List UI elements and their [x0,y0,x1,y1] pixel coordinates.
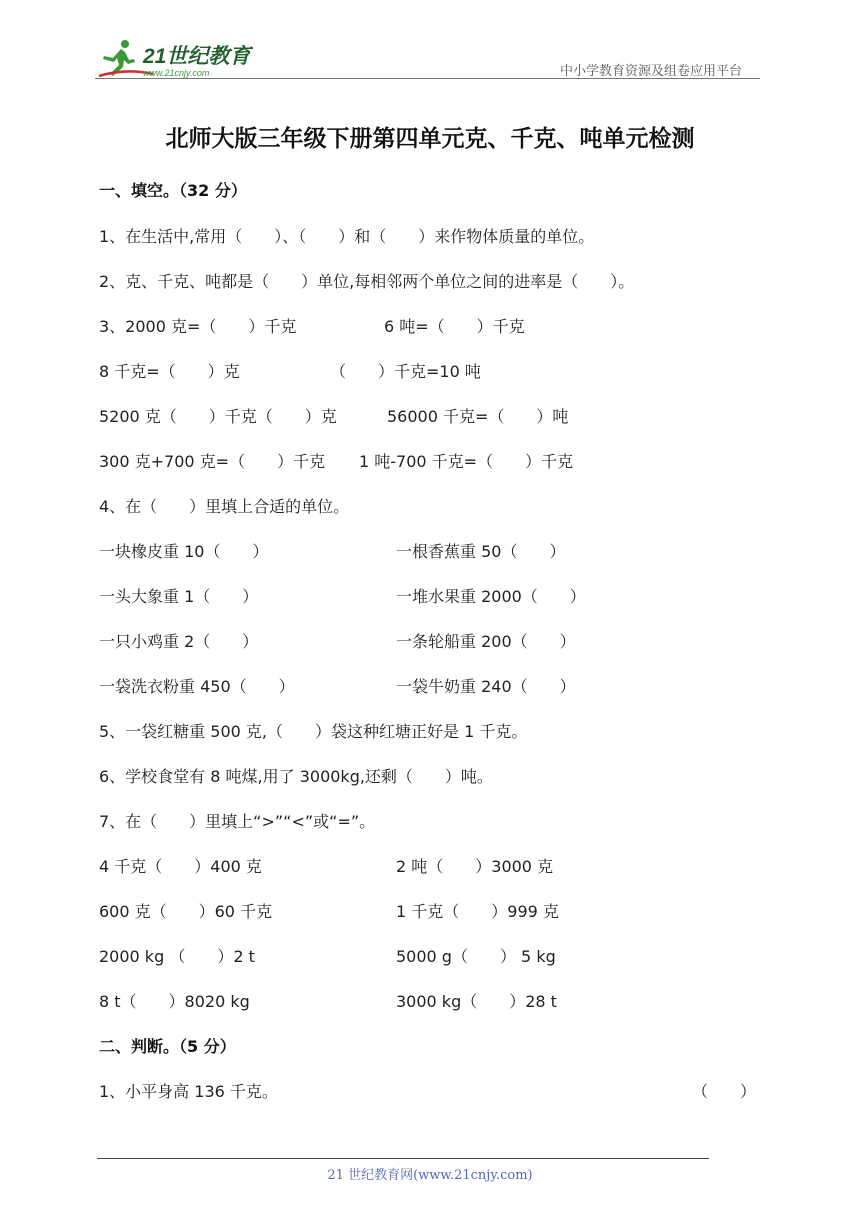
footer-source: 21 世纪教育网(www.21cnjy.com) [327,1168,533,1183]
section-heading-judgement: 二、判断。（5 分） [99,1037,236,1056]
judgement-question-1: 1、小平身高 136 千克。 [99,1082,278,1101]
question-3-row-3-right: 56000 千克=（ ）吨 [387,407,569,426]
footer-divider [97,1158,709,1159]
question-7-row-1-left: 4 千克（ ）400 克 [99,857,262,876]
question-1: 1、在生活中,常用（ ）、（ ）和（ ）来作物体质量的单位。 [99,227,595,246]
question-4-row-2-right: 一堆水果重 2000（ ） [396,587,586,606]
question-4-prompt: 4、在（ ）里填上合适的单位。 [99,497,350,516]
question-7-prompt: 7、在（ ）里填上“>”“<”或“=”。 [99,812,376,831]
site-logo [95,38,265,80]
question-4-row-1-right: 一根香蕉重 50（ ） [396,542,566,561]
question-7-row-4-right: 3000 kg（ ）28 t [396,992,557,1011]
section-heading-fill-in: 一、填空。（32 分） [99,181,247,200]
question-2: 2、克、千克、吨都是（ ）单位,每相邻两个单位之间的进率是（ ）。 [99,272,635,291]
question-3-row-4-left: 300 克+700 克=（ ）千克 [99,452,326,471]
header-tagline: 中小学教育资源及组卷应用平台 [560,64,743,79]
question-7-row-2-right: 1 千克（ ）999 克 [396,902,559,921]
question-4-row-3-left: 一只小鸡重 2（ ） [99,632,259,651]
question-4-row-2-left: 一头大象重 1（ ） [99,587,259,606]
question-5: 5、一袋红糖重 500 克,（ ）袋这种红塘正好是 1 千克。 [99,722,528,741]
logo-main-text: 21世纪教育 [143,45,251,68]
question-3-row-1-right: 6 吨=（ ）千克 [384,317,525,336]
logo-domain-text: www.21cnjy.com [143,68,210,78]
question-3-row-2-right: （ ）千克=10 吨 [330,362,481,381]
question-3-row-2-left: 8 千克=（ ）克 [99,362,240,381]
question-3-row-1-left: 3、2000 克=（ ）千克 [99,317,297,336]
question-4-row-4-right: 一袋牛奶重 240（ ） [396,677,576,696]
question-7-row-3-left: 2000 kg （ ）2 t [99,947,255,966]
question-7-row-4-left: 8 t（ ）8020 kg [99,992,250,1011]
question-3-row-4-right: 1 吨-700 千克=（ ）千克 [359,452,574,471]
question-3-row-3-left: 5200 克（ ）千克（ ）克 [99,407,337,426]
question-7-row-3-right: 5000 g（ ） 5 kg [396,947,556,966]
question-4-row-4-left: 一袋洗衣粉重 450（ ） [99,677,295,696]
question-6: 6、学校食堂有 8 吨煤,用了 3000kg,还剩（ ）吨。 [99,767,493,786]
judgement-answer-blank: （ ） [692,1082,757,1101]
header-divider [95,78,760,79]
question-7-row-2-left: 600 克（ ）60 千克 [99,902,273,921]
question-4-row-3-right: 一条轮船重 200（ ） [396,632,576,651]
question-4-row-1-left: 一块橡皮重 10（ ） [99,542,269,561]
question-7-row-1-right: 2 吨（ ）3000 克 [396,857,554,876]
document-title: 北师大版三年级下册第四单元克、千克、吨单元检测 [165,126,695,152]
